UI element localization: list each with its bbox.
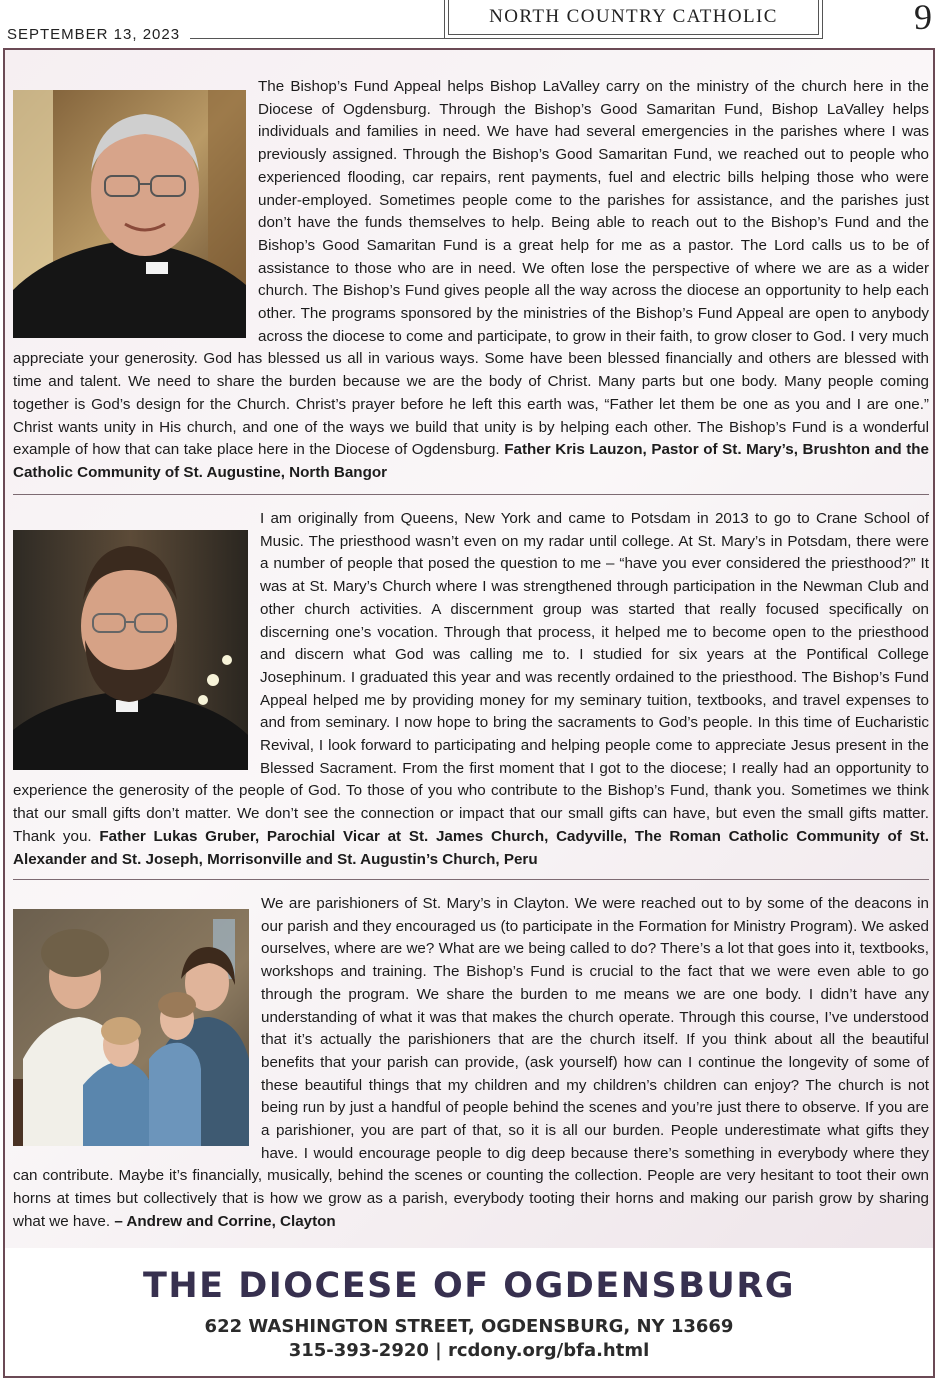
section-divider <box>13 879 929 880</box>
masthead-inner-frame <box>448 0 819 35</box>
page-number: 9 <box>914 0 932 37</box>
page-header <box>0 0 940 48</box>
testimonial-gruber <box>13 508 929 871</box>
section-divider <box>13 494 929 495</box>
story-signature: – Andrew and Corrine, Clayton <box>114 1212 336 1230</box>
testimonial-lauzon <box>13 76 929 485</box>
diocese-name: THE DIOCESE OF OGDENSBURG <box>142 1266 796 1306</box>
family-photo-icon <box>13 909 249 1146</box>
content-panel <box>3 48 935 1378</box>
header-rule <box>190 38 444 39</box>
testimonial-andrew-corrine <box>13 893 929 1234</box>
story-body: The Bishop’s Fund Appeal helps Bishop LaValley carry on the ministry of the church here in the Diocese of Ogdensburg. Through the Bishop’s Good Samaritan Fund, Bishop LaValley helps individuals and families in need. We have had several emergencies in the parishes where I was previously assigned. Through the Bishop’s Good Samaritan Fund, we reached out to people who experienced flooding, car repairs, rent payments, fuel and electric bills helping those who were under-employed. Sometimes people come to the parishes for assistance, and the parishes just don’t have the funds themselves to help. Being able to reach out to the Bishop’s Fund and the Bishop’s Good Samaritan Fund is a great help for me as a pastor. The Lord calls us to be of assistance to those who are in need. We often lose the perspective of where we are as a wider church. The Bishop’s Fund gives people all the way across the diocese an opportunity to help each other. The programs sponsored by the ministries of the Bishop’s Fund Appeal are open to anybody across the diocese to come and participate, to grow in their faith, to grow closer to God. I very much appreciate your generosity. God has blessed us all in various ways. Some have been blessed financially and others are blessed with time and talent. We need to share the burden because we are the body of Christ. Many parts but one body. Many people coming together is God’s design for the Church. Christ’s prayer before he left this earth was, “Father let them be one as you and I are one.” Christ wants unity in His church, and one of the ways we build that unity is by helping each other. The Bishop’s Fund is a wonderful example of how that can take place here in the Diocese of Ogdensburg. <box>13 78 929 459</box>
photo-father-lauzon <box>13 90 246 338</box>
portrait-photo-icon <box>13 90 246 338</box>
diocese-address: 622 WASHINGTON STREET, OGDENSBURG, NY 13669 <box>204 1316 734 1337</box>
story-body: I am originally from Queens, New York and came to Potsdam in 2013 to go to Crane School of Music. The priesthood wasn’t even on my radar until college. At St. Mary’s in Potsdam, there were a number of people that posed the question to me – “have you ever considered the priesthood?” It was at St. Mary’s Church where I was strengthened through participation in the Newman Club and other church activities. A discernment group was started that really focused specifically on discerning one’s vocation. Through that process, it helped me to become open to the priesthood and discern what God was calling me to. I studied for six years at the Pontifical College Josephinum. I graduated this year and was recently ordained to the priesthood. The Bishop’s Fund Appeal helped me by providing money for my seminary tuition, textbooks, and travel expenses to and from seminary. I now hope to bring the sacraments to God’s people. In this time of Eucharistic Revival, I look forward to participating and helping people come to appreciate Jesus present in the Blessed Sacrament. From the first moment that I got to the diocese; I really had an opportunity to experience the generosity of the people of God. To those of you who contribute to the Bishop’s Fund, thank you. Sometimes we think that our small gifts don’t matter. We don’t see the connection or impact that our small gifts can have, but even the small gifts matter. Thank you. <box>13 510 929 845</box>
portrait-photo-icon <box>13 530 248 770</box>
photo-father-gruber <box>13 530 248 770</box>
diocese-footer <box>5 1248 933 1376</box>
masthead-box <box>444 0 823 39</box>
story-body: We are parishioners of St. Mary’s in Clayton. We were reached out to by some of the deacons in our parish and they encouraged us (to participate in the Formation for Ministry Program). We asked ourselves, where are we? What are we being called to do? There’s a lot that goes into it, textbooks, workshops and training. The Bishop’s Fund is crucial to the fact that we were even able to go through the program. We share the burden to me means we are one body. I didn’t have any understanding of what it was that makes the church operate. Through this course, I’ve understood that it’s actually the parishioners that are the church itself. If you think about all the beautiful benefits that your parish can provide, (ask yourself) how can I continue the longevity of some of these beautiful things that my children and my children’s children can enjoy? The church is not being run by just a handful of people behind the scenes and you’re just there to observe. If you are a parishioner, you are part of that, so it is all our burden. People underestimate what gifts they have. I would encourage people to dig deep because there’s something in everybody where they can contribute. Maybe it’s financially, musically, behind the scenes or counting the collection. People are very hesitant to toot their own horns at times but collectively that is how we grow as a parish, everybody tooting their horns and making our parish grow by sharing what we have. <box>13 895 929 1230</box>
story-signature: Father Kris Lauzon, Pastor of St. Mary’s, Brushton and the Catholic Community of St. Augustine, North Bangor <box>13 441 929 481</box>
story-signature: Father Lukas Gruber, Parochial Vicar at St. James Church, Cadyville, The Roman Catholic Community of St. Alexander and St. Joseph, Morrisonville and St. Augustin’s Church, Peru <box>13 827 929 868</box>
publication-title: NORTH COUNTRY CATHOLIC <box>489 6 778 27</box>
photo-family-clayton <box>13 909 249 1146</box>
issue-date: SEPTEMBER 13, 2023 <box>7 26 181 43</box>
diocese-contact: 315-393-2920 | rcdony.org/bfa.html <box>288 1340 650 1361</box>
